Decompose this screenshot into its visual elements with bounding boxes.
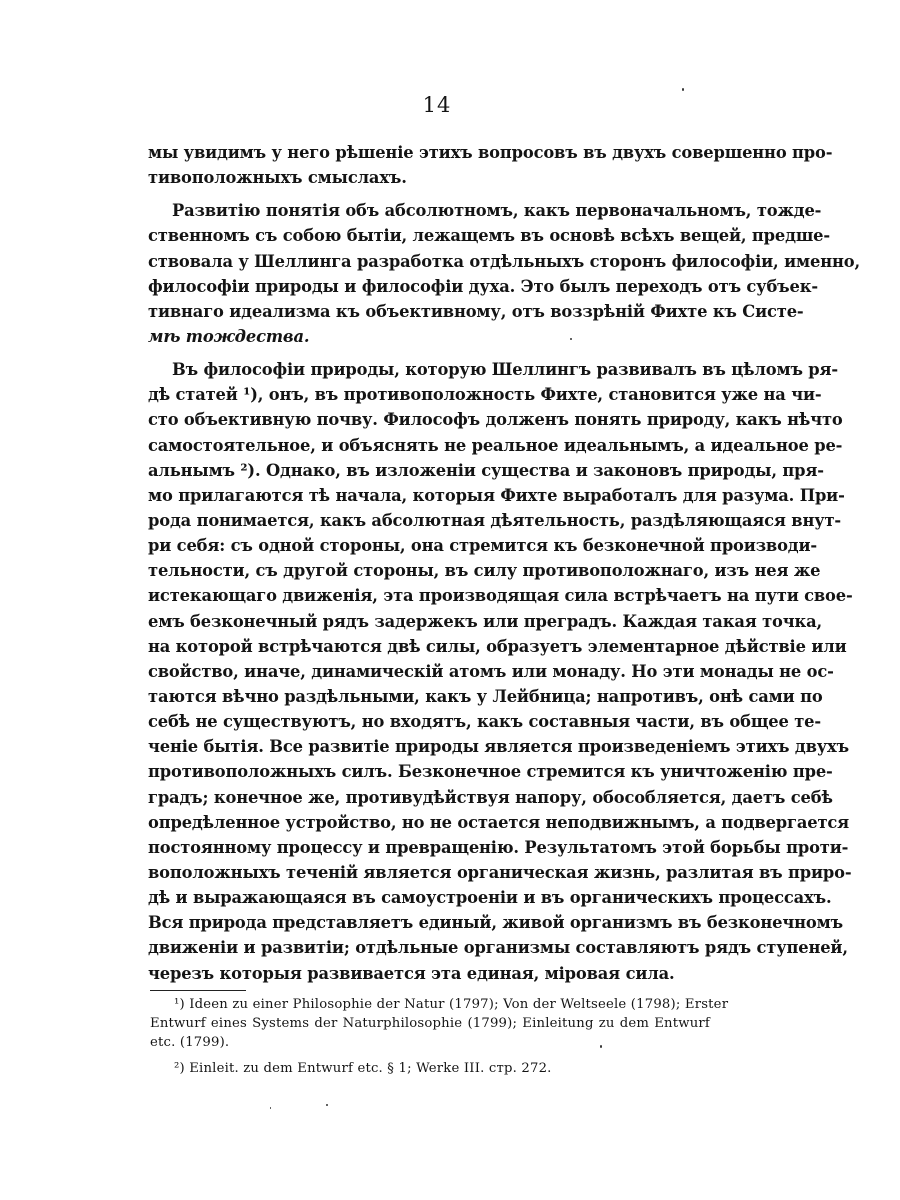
text-line: сто объективную почву. Философъ долженъ понять природу, какъ нѣчто [148, 410, 843, 430]
text-line: себѣ не существуютъ, но входятъ, какъ составныя части, въ общее те- [148, 712, 821, 732]
text-line: мо прилагаются тѣ начала, которыя Фихте выработалъ для разума. При- [148, 485, 845, 505]
text-line: тельности, съ другой стороны, въ силу противоположнаго, изъ нея же [148, 561, 821, 581]
footnote-line: Entwurf eines Systems der Naturphilosophie (1799); Einleitung zu dem Entwurf [150, 1016, 710, 1031]
scan-speck [270, 1107, 271, 1109]
scan-speck [570, 338, 572, 340]
text-line: ри себя: съ одной стороны, она стремится къ безконечной производи- [148, 536, 818, 556]
page-number: 14 [422, 93, 452, 117]
text-line: тивоположныхъ смыслахъ. [148, 168, 407, 188]
scan-speck [326, 1104, 328, 1106]
text-line: альнымъ ²). Однако, въ изложеніи существа и законовъ природы, пря- [148, 460, 824, 480]
text-line: противоположныхъ силъ. Безконечное стремится къ уничтоженію пре- [148, 762, 833, 782]
text-line: ствовала у Шеллинга разработка отдѣльныхъ сторонъ философіи, именно, [148, 251, 860, 271]
scan-speck [600, 1045, 602, 1048]
text-line: мы увидимъ у него рѣшеніе этихъ вопросовъ въ двухъ совершенно про- [148, 143, 833, 162]
text-line: ственномъ съ собою бытіи, лежащемъ въ основѣ всѣхъ вещей, предше- [148, 226, 830, 246]
text-line: философіи природы и философіи духа. Это былъ переходъ отъ субъек- [148, 276, 818, 296]
text-line: черезъ которыя развивается эта единая, міровая сила. [148, 963, 675, 983]
text-line: воположныхъ теченій является органическая жизнь, разлитая въ приро- [148, 862, 852, 882]
footnote-line: ¹) Ideen zu einer Philosophie der Natur (1797); Von der Weltseele (1798); Erster [174, 997, 729, 1012]
text-line: градъ; конечное же, противудѣйствуя напору, обособляется, даетъ себѣ [148, 787, 833, 807]
text-line: постоянному процессу и превращенію. Результатомъ этой борьбы проти- [148, 837, 849, 857]
footnote-line: etc. (1799). [150, 1035, 230, 1050]
text-line: рода понимается, какъ абсолютная дѣятельность, раздѣляющаяся внут- [148, 510, 842, 530]
text-line: на которой встрѣчаются двѣ силы, образуетъ элементарное дѣйствіе или [148, 636, 847, 656]
text-line: дѣ и выражающаяся въ самоустроеніи и въ органическихъ процессахъ. [148, 888, 832, 908]
footnote-line: ²) Einleit. zu dem Entwurf etc. § 1; Werke III. стр. 272. [174, 1061, 552, 1076]
text-line: истекающаго движенія, эта производящая сила встрѣчаетъ на пути свое- [148, 586, 853, 606]
scan-speck [682, 88, 684, 91]
text-line: емъ безконечный рядъ задержекъ или преградъ. Каждая такая точка, [148, 611, 823, 631]
text-line: Въ философіи природы, которую Шеллингъ развивалъ въ цѣломъ ря- [172, 360, 839, 380]
text-line-italic: мѣ тождества. [148, 326, 310, 346]
body-text [148, 140, 860, 986]
text-line: свойство, иначе, динамическій атомъ или монаду. Но эти монады не ос- [148, 661, 834, 681]
text-line: таются вѣчно раздѣльными, какъ у Лейбница; напротивъ, онѣ сами по [148, 686, 823, 706]
text-line: тивнаго идеализма къ объективному, отъ воззрѣній Фихте къ Систе- [148, 301, 804, 321]
text-line: движеніи и развитіи; отдѣльные организмы составляютъ рядъ ступеней, [148, 938, 848, 958]
text-line: Развитію понятія объ абсолютномъ, какъ первоначальномъ, тожде- [172, 201, 822, 221]
footnotes [150, 995, 729, 1078]
text-line: ченіе бытія. Все развитіе природы является произведеніемъ этихъ двухъ [148, 737, 849, 757]
footnote-divider [150, 990, 246, 991]
text-line: дѣ статей ¹), онъ, въ противоположность Фихте, становится уже на чи- [148, 385, 822, 405]
text-line: опредѣленное устройство, но не остается неподвижнымъ, а подвергается [148, 812, 850, 832]
text-line: Вся природа представляетъ единый, живой организмъ въ безконечномъ [148, 913, 843, 933]
text-line: самостоятельное, и объяснять не реальное идеальнымъ, а идеальное ре- [148, 435, 843, 455]
